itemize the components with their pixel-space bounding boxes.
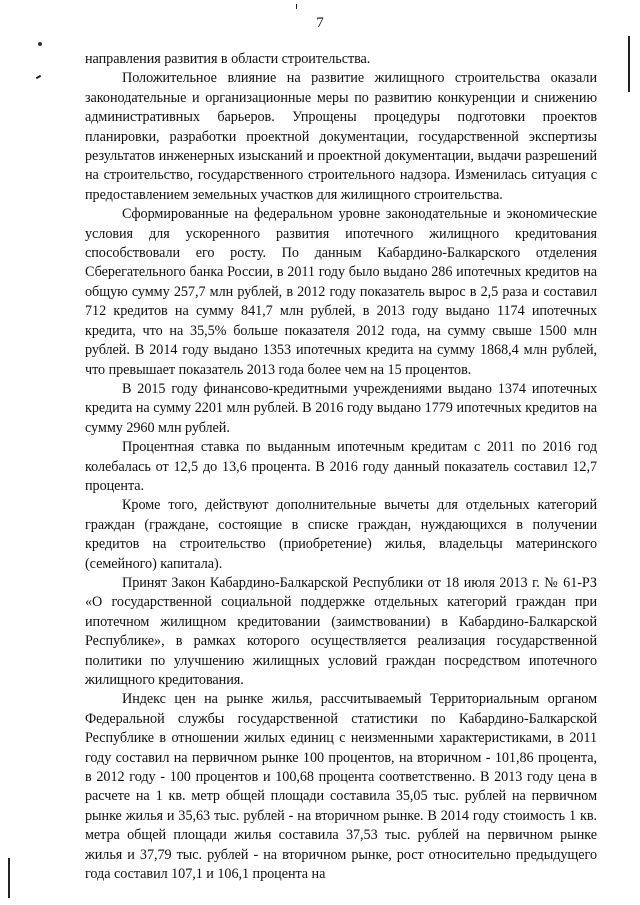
scan-mark-top-center [296,4,297,9]
paragraph: Процентная ставка по выданным ипотечным кредитам с 2011 по 2016 год колебалась от 12,5 до 13,6 процента. В 2016 году данный показатель составил 12,7 процента. [85,439,597,494]
paragraph: Положительное влияние на развитие жилищного строительства оказали законодательные и организационные меры по развитию конкуренции и снижению административных барьеров. Упрощены процедуры подготовки проектов планировки, разработки проектной документации, государственной экспертизы результатов инженерных изысканий и проектной документации, выдачи разрешений на строительство, государственного строительного надзора. Изменилась ситуация с предоставлением земельных участков для жилищного строительства. [85,70,597,203]
paragraph: Кроме того, действуют дополнительные вычеты для отдельных категорий граждан (граждане, состоящие в списке граждан, нуждающихся в получении кредитов на строительство (приобретение) жилья, владельцы материнского (семейного) капитала). [85,497,597,572]
document-body [85,50,597,884]
page-number: 7 [316,15,324,31]
paragraph: Сформированные на федеральном уровне законодательные и экономические условия для ускоренного развития ипотечного жилищного кредитования способствовали его росту. По данным Кабардино-Балкарского отделения Сберегательного банка России, в 2011 году было выдано 286 ипотечных кредитов на общую сумму 257,7 млн рублей, в 2012 году показатель вырос в 2,5 раза и составил 712 кредитов на сумму 841,7 млн рублей, в 2013 году выдано 1174 ипотечных кредита, что на 35,5% больше показателя 2012 года, на сумму свыше 1500 млн рублей. В 2014 году выдано 1353 ипотечных кредита на сумму 1868,4 млн рублей, что превышает показатель 2013 года более чем на 15 процентов. [85,206,597,378]
paragraph: Принят Закон Кабардино-Балкарской Республики от 18 июля 2013 г. № 61-РЗ «О государственной социальной поддержке отдельных категорий граждан при ипотечном жилищном кредитовании (заимствовании) в Кабардино-Балкарской Республике», в рамках которого осуществляется реализация государственной политики по улучшению жилищных условий граждан посредством ипотечного жилищного кредитования. [85,574,597,688]
scan-mark-top-left [38,42,42,46]
paragraph: направления развития в области строительства. [85,51,371,67]
paragraph: В 2015 году финансово-кредитными учреждениями выдано 1374 ипотечных кредита на сумму 2201 млн рублей. В 2016 году выдано 1779 ипотечных кредитов на сумму 2960 млн рублей. [85,380,597,436]
scan-mark-left [36,75,41,79]
paragraph: Индекс цен на рынке жилья, рассчитываемый Территориальным органом Федеральной службы государственной статистики по Кабардино-Балкарской Республике в отношении жилых единиц с неизменными характеристиками, в 2011 году составил на первичном рынке 100 процентов, на вторичном - 101,86 процента, в 2012 году - 100 процентов и 100,68 процента соответственно. В 2013 году цена в расчете на 1 кв. метр общей площади составила 35,05 тыс. рублей на первичном рынке жилья и 35,63 тыс. рублей - на вторичном рынке. В 2014 году стоимость 1 кв. метра общей площади жилья составила 37,53 тыс. рублей на первичном рынке жилья и 37,79 тыс. рублей - на вторичном рынке, рост относительно предыдущего года составил 107,1 и 106,1 процента на [85,691,597,883]
scan-mark-left-bottom [8,858,10,898]
scan-mark-right-top [628,36,630,92]
